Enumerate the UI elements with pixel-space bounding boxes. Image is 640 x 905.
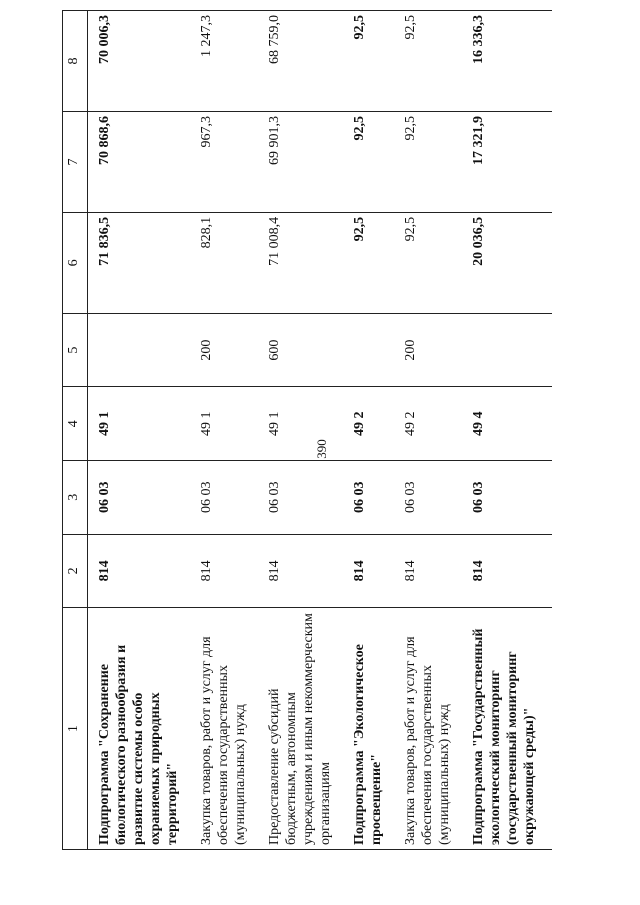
header-cell-7: 7 <box>63 111 88 212</box>
row-section-code-cell: 06 03 <box>195 461 263 535</box>
table-row <box>467 11 552 850</box>
table-row <box>88 11 196 850</box>
row-section-code-cell: 06 03 <box>348 461 399 535</box>
row-amount-col7-cell: 17 321,9 <box>467 111 552 212</box>
row-amount-col7-cell: 92,5 <box>348 111 399 212</box>
row-ministry-code-cell: 814 <box>399 534 467 608</box>
table-header <box>63 11 88 850</box>
row-name-cell: Подпрограмма "Сохранение биологического разнообразия и развитие системы особо охраняемых природных территорий" <box>88 608 196 850</box>
row-amount-col7-cell: 92,5 <box>399 111 467 212</box>
header-cell-1: 1 <box>63 608 88 850</box>
row-amount-col6-cell: 20 036,5 <box>467 212 552 313</box>
header-cell-5: 5 <box>63 313 88 387</box>
row-amount-col8-cell: 92,5 <box>399 11 467 112</box>
row-target-article-cell: 49 1 <box>195 387 263 461</box>
header-cell-4: 4 <box>63 387 88 461</box>
row-expense-type-cell: 600 <box>263 313 348 387</box>
row-target-article-cell: 49 4 <box>467 387 552 461</box>
row-expense-type-cell <box>88 313 196 387</box>
row-section-code-cell: 06 03 <box>467 461 552 535</box>
row-amount-col7-cell: 70 868,6 <box>88 111 196 212</box>
page-number: 390 <box>314 439 329 459</box>
row-target-article-cell: 49 2 <box>348 387 399 461</box>
row-amount-col8-cell: 16 336,3 <box>467 11 552 112</box>
row-amount-col7-cell: 967,3 <box>195 111 263 212</box>
row-ministry-code-cell: 814 <box>467 534 552 608</box>
row-expense-type-cell: 200 <box>195 313 263 387</box>
row-section-code-cell: 06 03 <box>399 461 467 535</box>
table-row <box>195 11 263 850</box>
row-amount-col6-cell: 92,5 <box>399 212 467 313</box>
row-target-article-cell: 49 1 <box>263 387 348 461</box>
budget-table-container <box>62 10 582 850</box>
row-ministry-code-cell: 814 <box>263 534 348 608</box>
row-amount-col7-cell: 69 901,3 <box>263 111 348 212</box>
row-expense-type-cell <box>467 313 552 387</box>
row-expense-type-cell: 200 <box>399 313 467 387</box>
row-name-cell: Закупка товаров, работ и услуг для обеспечения государственных (муниципальных) нужд <box>399 608 467 850</box>
header-cell-2: 2 <box>63 534 88 608</box>
table-row <box>348 11 399 850</box>
header-cell-3: 3 <box>63 461 88 535</box>
row-amount-col8-cell: 92,5 <box>348 11 399 112</box>
budget-table <box>62 10 552 850</box>
row-name-cell: Закупка товаров, работ и услуг для обеспечения государственных (муниципальных) нужд <box>195 608 263 850</box>
row-section-code-cell: 06 03 <box>88 461 196 535</box>
row-ministry-code-cell: 814 <box>348 534 399 608</box>
row-ministry-code-cell: 814 <box>195 534 263 608</box>
table-row <box>263 11 348 850</box>
row-target-article-cell: 49 2 <box>399 387 467 461</box>
table-body <box>88 11 553 850</box>
row-section-code-cell: 06 03 <box>263 461 348 535</box>
row-ministry-code-cell: 814 <box>88 534 196 608</box>
row-target-article-cell: 49 1 <box>88 387 196 461</box>
row-name-cell: Подпрограмма "Государственный экологический мониторинг (государственный мониторинг окружающей среды)" <box>467 608 552 850</box>
row-amount-col6-cell: 828,1 <box>195 212 263 313</box>
header-cell-8: 8 <box>63 11 88 112</box>
header-cell-6: 6 <box>63 212 88 313</box>
row-amount-col6-cell: 71 836,5 <box>88 212 196 313</box>
row-amount-col6-cell: 71 008,4 <box>263 212 348 313</box>
table-row <box>399 11 467 850</box>
row-amount-col8-cell: 1 247,3 <box>195 11 263 112</box>
row-amount-col8-cell: 68 759,0 <box>263 11 348 112</box>
row-amount-col8-cell: 70 006,3 <box>88 11 196 112</box>
row-name-cell: Подпрограмма "Экологическое просвещение" <box>348 608 399 850</box>
row-amount-col6-cell: 92,5 <box>348 212 399 313</box>
row-expense-type-cell <box>348 313 399 387</box>
header-row <box>63 11 88 850</box>
row-name-cell: Предоставление субсидий бюджетным, автономным учреждениям и иным некоммерческим организациям <box>263 608 348 850</box>
